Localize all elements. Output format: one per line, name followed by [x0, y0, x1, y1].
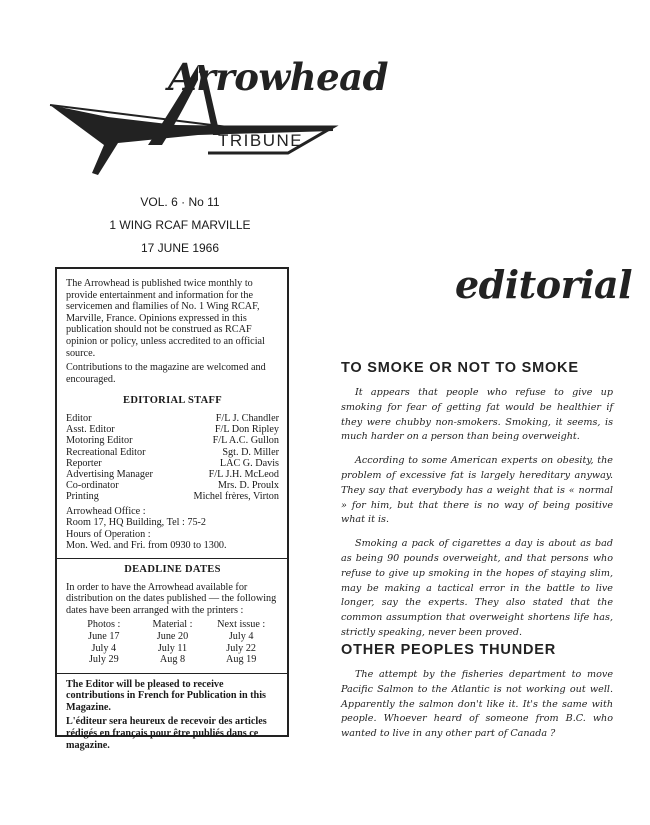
staff-row	[66, 424, 279, 435]
schedule-row: July 29 Aug 8 Aug 19	[88, 654, 257, 666]
intro-text: The Arrowhead is published twice monthly to provide entertainment and information for the servicemen and flamilies of No. 1 Wing RCAF, Marville, France. Opinions expressed in this publication should not be construed as RCAF opinion or policy, unless accredited to an official source.	[66, 278, 265, 359]
issue-info	[95, 195, 265, 264]
editorial-title: editorial	[455, 262, 633, 307]
hours-text: Mon. Wed. and Fri. from 0930 to 1300.	[66, 540, 227, 552]
staff-row	[66, 469, 279, 480]
staff-name: F/L Don Ripley	[214, 424, 279, 436]
issue-date: 17 JUNE 1966	[140, 241, 220, 255]
staff-role: Printing	[66, 491, 99, 503]
masthead-title: Arrowhead	[168, 55, 389, 99]
staff-name: Michel frères, Virton	[193, 491, 279, 503]
schedule-row: July 4 July 11 July 22	[91, 642, 257, 654]
divider	[57, 558, 287, 559]
article-paragraph: According to some American experts on obesity, the problem of excessive fat is largely hereditary anyway. They say that everybody has a weight that is « normal » for him, but that there is no way of being positive what it is.	[341, 455, 613, 526]
staff-name: F/L J.H. McLeod	[208, 468, 279, 480]
staff-row	[66, 480, 279, 491]
staff-row	[66, 458, 279, 469]
staff-role: Recreational Editor	[66, 446, 146, 458]
contributions-text: Contributions to the magazine are welcomed and encouraged.	[66, 362, 266, 385]
schedule-table	[66, 619, 279, 665]
article-paragraph: It appears that people who refuse to give up smoking for fear of getting fat would be healthier if they were chubby non-smokers. Smoking, it seems, is much harder on a person than being overweight.	[341, 387, 613, 443]
divider	[57, 673, 287, 674]
issue-volume: VOL. 6 · No 11	[140, 195, 220, 209]
staff-role: Co-ordinator	[66, 480, 119, 492]
office-location: Room 17, HQ Building, Tel : 75-2	[66, 517, 207, 529]
staff-row	[66, 413, 279, 424]
staff-name: F/L A.C. Gullon	[212, 435, 279, 447]
staff-row	[66, 447, 279, 458]
staff-role: Asst. Editor	[66, 424, 115, 436]
staff-row	[66, 435, 279, 446]
staff-list	[66, 413, 279, 503]
staff-name: Sgt. D. Miller	[222, 446, 279, 458]
staff-role: Editor	[66, 412, 92, 424]
office-label: Arrowhead Office :	[66, 505, 146, 517]
article-paragraph: Smoking a pack of cigarettes a day is about as bad as being 90 pounds overweight, and that persons who refuse to give up smoking in the hopes of staying slim, may be making a tactical error in the battle to live longer, say the experts. They also stated that the common assumption that overweight shortens life has, strictly speaking, never been proved.	[341, 538, 613, 638]
schedule-header: Photos : Material : Next issue :	[87, 619, 266, 631]
staff-role: Advertising Manager	[66, 468, 153, 480]
staff-name: Mrs. D. Proulx	[217, 480, 279, 492]
staff-name: LAC G. Davis	[219, 457, 279, 469]
note-french: L'éditeur sera heureux de recevoir des articles rédigés en français pour être publiés dans ce magazine.	[66, 716, 267, 751]
issue-unit: 1 WING RCAF MARVILLE	[109, 218, 251, 232]
masthead-logo	[48, 55, 389, 180]
schedule-row: June 17 June 20 July 4	[88, 630, 254, 642]
staff-role: Reporter	[66, 457, 102, 469]
hours-label: Hours of Operation :	[66, 528, 151, 540]
article-body	[341, 386, 613, 650]
editorial-staff-heading: EDITORIAL STAFF	[123, 395, 222, 407]
article-heading: TO SMOKE OR NOT TO SMOKE	[341, 360, 579, 376]
deadline-heading: DEADLINE DATES	[124, 563, 221, 575]
staff-role: Motoring Editor	[66, 435, 133, 447]
staff-name: F/L J. Chandler	[215, 412, 279, 424]
publication-info-box	[55, 267, 289, 751]
note-english: The Editor will be pleased to receive contributions in French for Publication in this Magazine.	[66, 678, 267, 713]
article-heading: OTHER PEOPLES THUNDER	[341, 642, 556, 658]
deadline-text: In order to have the Arrowhead available for distribution on the dates published — the following dates have been arranged with the printers :	[66, 581, 277, 616]
masthead-subtitle: TRIBUNE	[218, 131, 304, 150]
staff-row	[66, 491, 279, 502]
article-body	[341, 668, 613, 751]
article-paragraph: The attempt by the fisheries department to move Pacific Salmon to the Atlantic is not working out well. Apparently the salmon don't like it. It's the same with people. Whoever heard of someone from B.C. who wanted to live in any other part of Canada ?	[341, 669, 613, 740]
